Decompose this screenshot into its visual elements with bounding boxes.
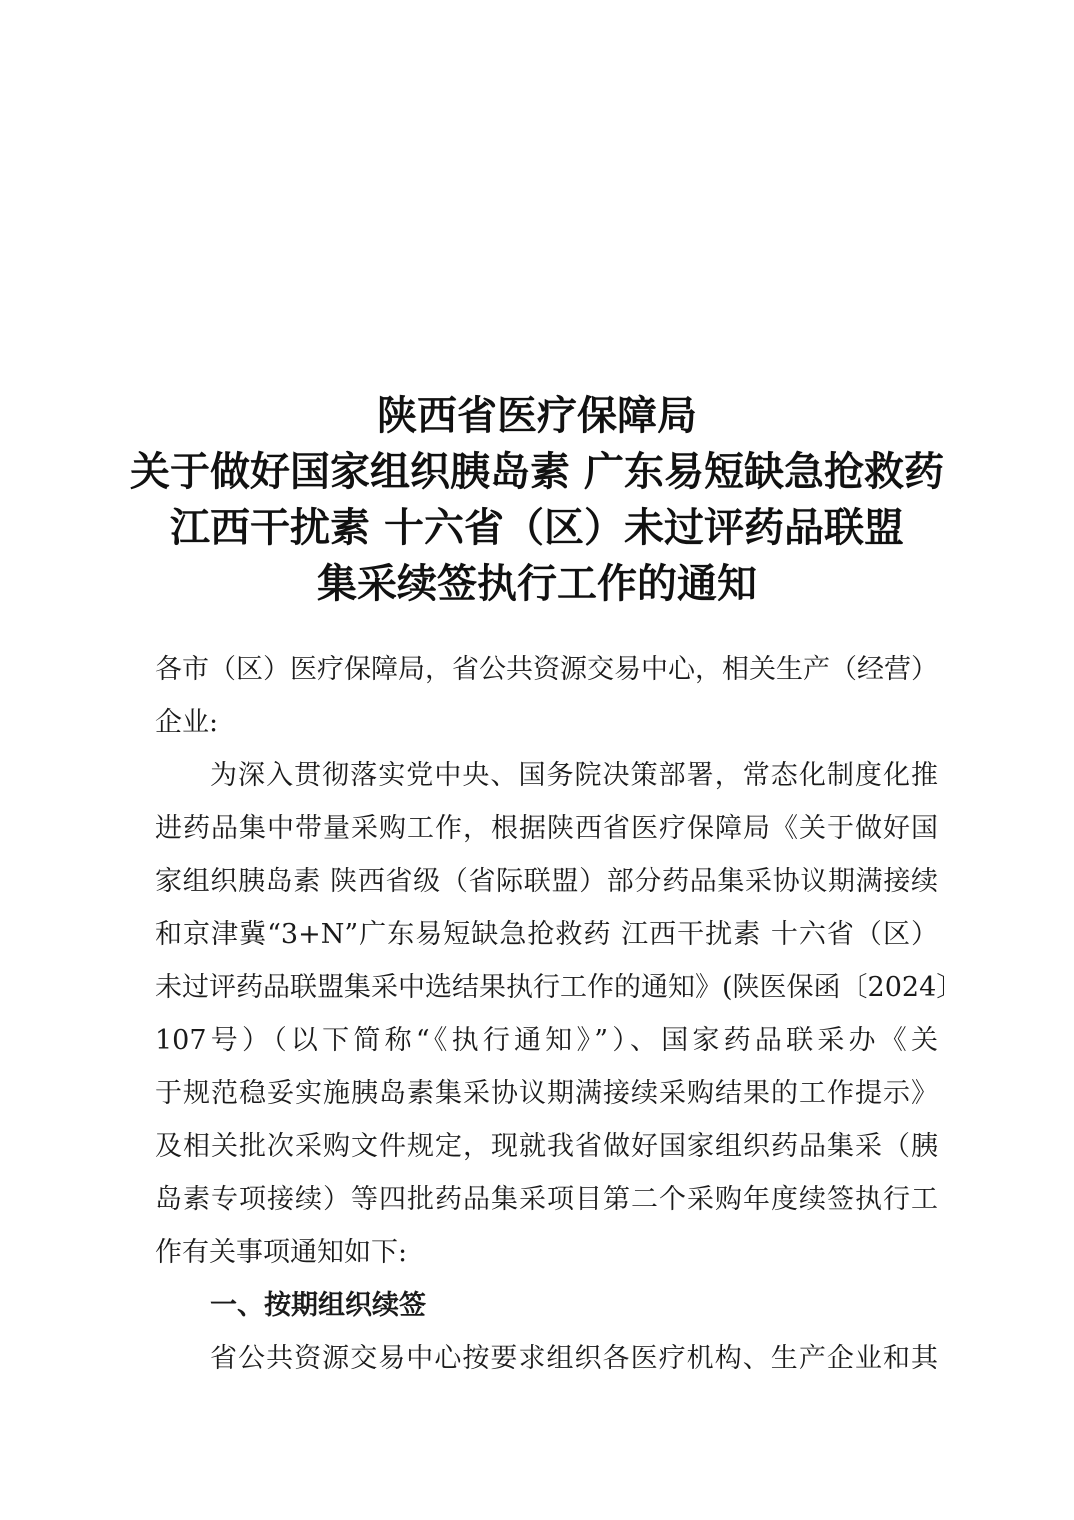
title-line-1: 陕西省医疗保障局 (377, 392, 697, 439)
paragraph-line: 家组织胰岛素 陕西省级（省际联盟）部分药品集采协议期满接续 (155, 866, 938, 897)
paragraph-line: 于规范稳妥实施胰岛素集采协议期满接续采购结果的工作提示》 (155, 1078, 938, 1109)
document-body (155, 643, 964, 1385)
paragraph-line: 作有关事项通知如下: (155, 1237, 408, 1268)
paragraph-line: 及相关批次采购文件规定，现就我省做好国家组织药品集采（胰 (155, 1131, 938, 1162)
title-line-4: 集采续签执行工作的通知 (317, 560, 757, 607)
paragraph-line: 未过评药品联盟集采中选结果执行工作的通知》(陕医保函〔2024〕 (155, 972, 964, 1003)
document-title (100, 388, 974, 612)
paragraph-line: 为深入贯彻落实党中央、国务院决策部署，常态化制度化推 (210, 760, 938, 791)
paragraph-line: 和京津冀“3+N”广东易短缺急抢救药 江西干扰素 十六省（区） (155, 919, 938, 950)
addressee-line-2: 企业: (155, 707, 219, 738)
paragraph-line: 岛素专项接续）等四批药品集采项目第二个采购年度续签执行工 (155, 1184, 938, 1215)
section-paragraph-line: 省公共资源交易中心按要求组织各医疗机构、生产企业和其 (210, 1343, 938, 1374)
section-heading: 一、按期组织续签 (210, 1290, 426, 1321)
paragraph-line: 107号）（以下简称“《执行通知》”）、国家药品联采办《关 (155, 1025, 938, 1056)
title-line-2: 关于做好国家组织胰岛素 广东易短缺急抢救药 (130, 448, 944, 495)
paragraph-line: 进药品集中带量采购工作，根据陕西省医疗保障局《关于做好国 (155, 813, 938, 844)
addressee-line-1: 各市（区）医疗保障局，省公共资源交易中心，相关生产（经营） (155, 654, 938, 685)
title-line-3: 江西干扰素 十六省（区）未过评药品联盟 (170, 504, 904, 551)
